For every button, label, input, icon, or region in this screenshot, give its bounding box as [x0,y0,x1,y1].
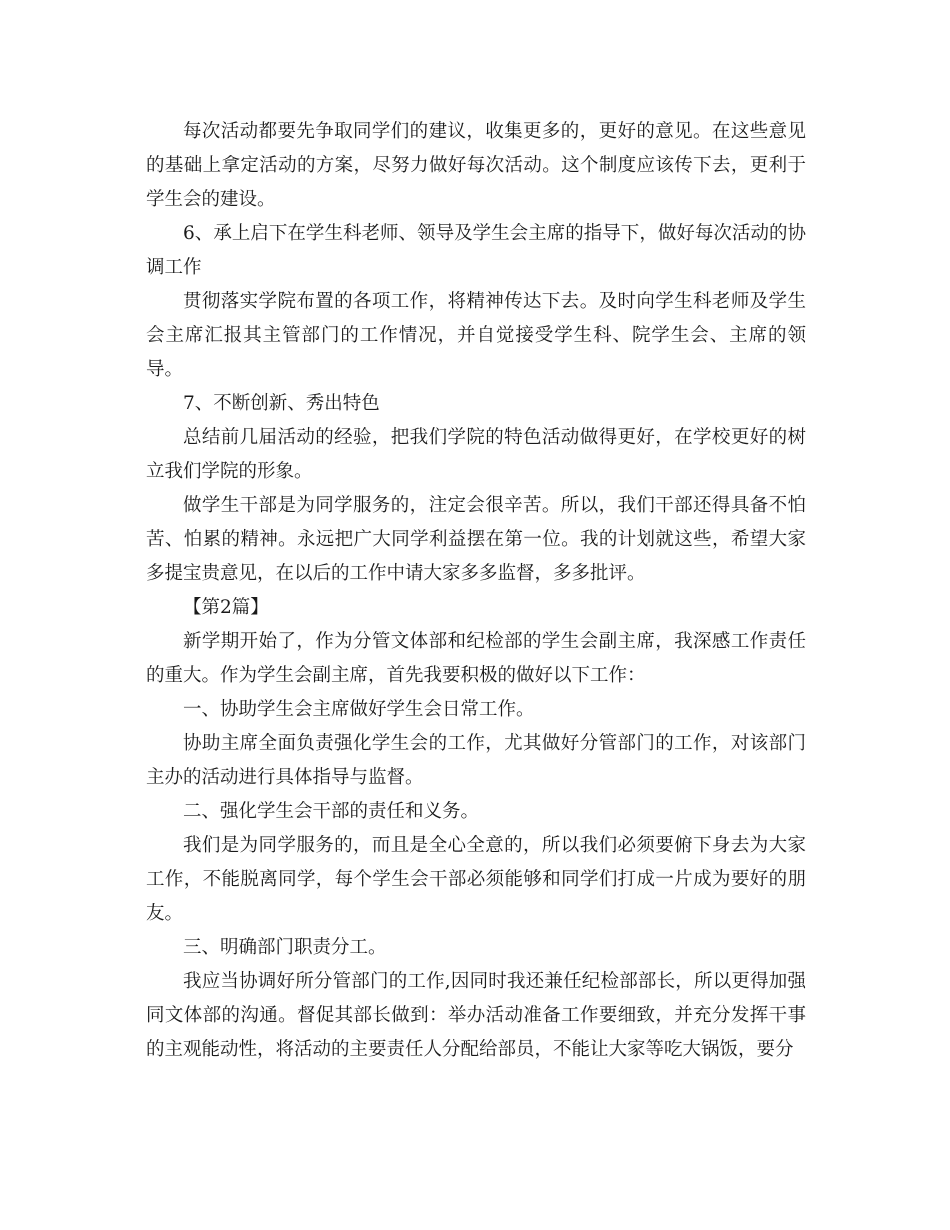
paragraph: 我们是为同学服务的，而且是全心全意的，所以我们必须要俯下身去为大家工作，不能脱离同学，每个学生会干部必须能够和同学们打成一片成为要好的朋友。 [146,835,806,924]
section-heading: 7、不断创新、秀出特色 [183,393,380,414]
section-heading: 三、明确部门职责分工。 [183,937,387,958]
paragraph: 做学生干部是为同学服务的，注定会很辛苦。所以，我们干部还得具备不怕苦、怕累的精神。永远把广大同学利益摆在第一位。我的计划就这些，希望大家多提宝贵意见，在以后的工作中请大家多多监督，多多批评。 [146,495,806,584]
paragraph: 我应当协调好所分管部门的工作,因同时我还兼任纪检部部长，所以更得加强同文体部的沟通。督促其部长做到：举办活动准备工作要细致，并充分发挥干事的主观能动性，将活动的主要责任人分配给部员，不能让大家等吃大锅饭，要分 [146,971,806,1060]
document-body [146,115,806,1067]
paragraph: 贯彻落实学院布置的各项工作，将精神传达下去。及时向学生科老师及学生会主席汇报其主管部门的工作情况，并自觉接受学生科、院学生会、主席的领导。 [146,291,806,380]
section-heading: 二、强化学生会干部的责任和义务。 [183,801,480,822]
section-heading: 一、协助学生会主席做好学生会日常工作。 [183,699,535,720]
paragraph: 协助主席全面负责强化学生会的工作，尤其做好分管部门的工作，对该部门主办的活动进行具体指导与监督。 [146,733,806,788]
paragraph: 新学期开始了，作为分管文体部和纪检部的学生会副主席，我深感工作责任的重大。作为学生会副主席，首先我要积极的做好以下工作： [146,631,806,686]
paragraph: 总结前几届活动的经验，把我们学院的特色活动做得更好，在学校更好的树立我们学院的形象。 [146,427,806,482]
paragraph: 6、承上启下在学生科老师、领导及学生会主席的指导下，做好每次活动的协调工作 [146,223,806,278]
paragraph: 每次活动都要先争取同学们的建议，收集更多的，更好的意见。在这些意见的基础上拿定活动的方案，尽努力做好每次活动。这个制度应该传下去，更利于学生会的建设。 [146,121,806,210]
article-heading: 【第2篇】 [183,597,269,618]
